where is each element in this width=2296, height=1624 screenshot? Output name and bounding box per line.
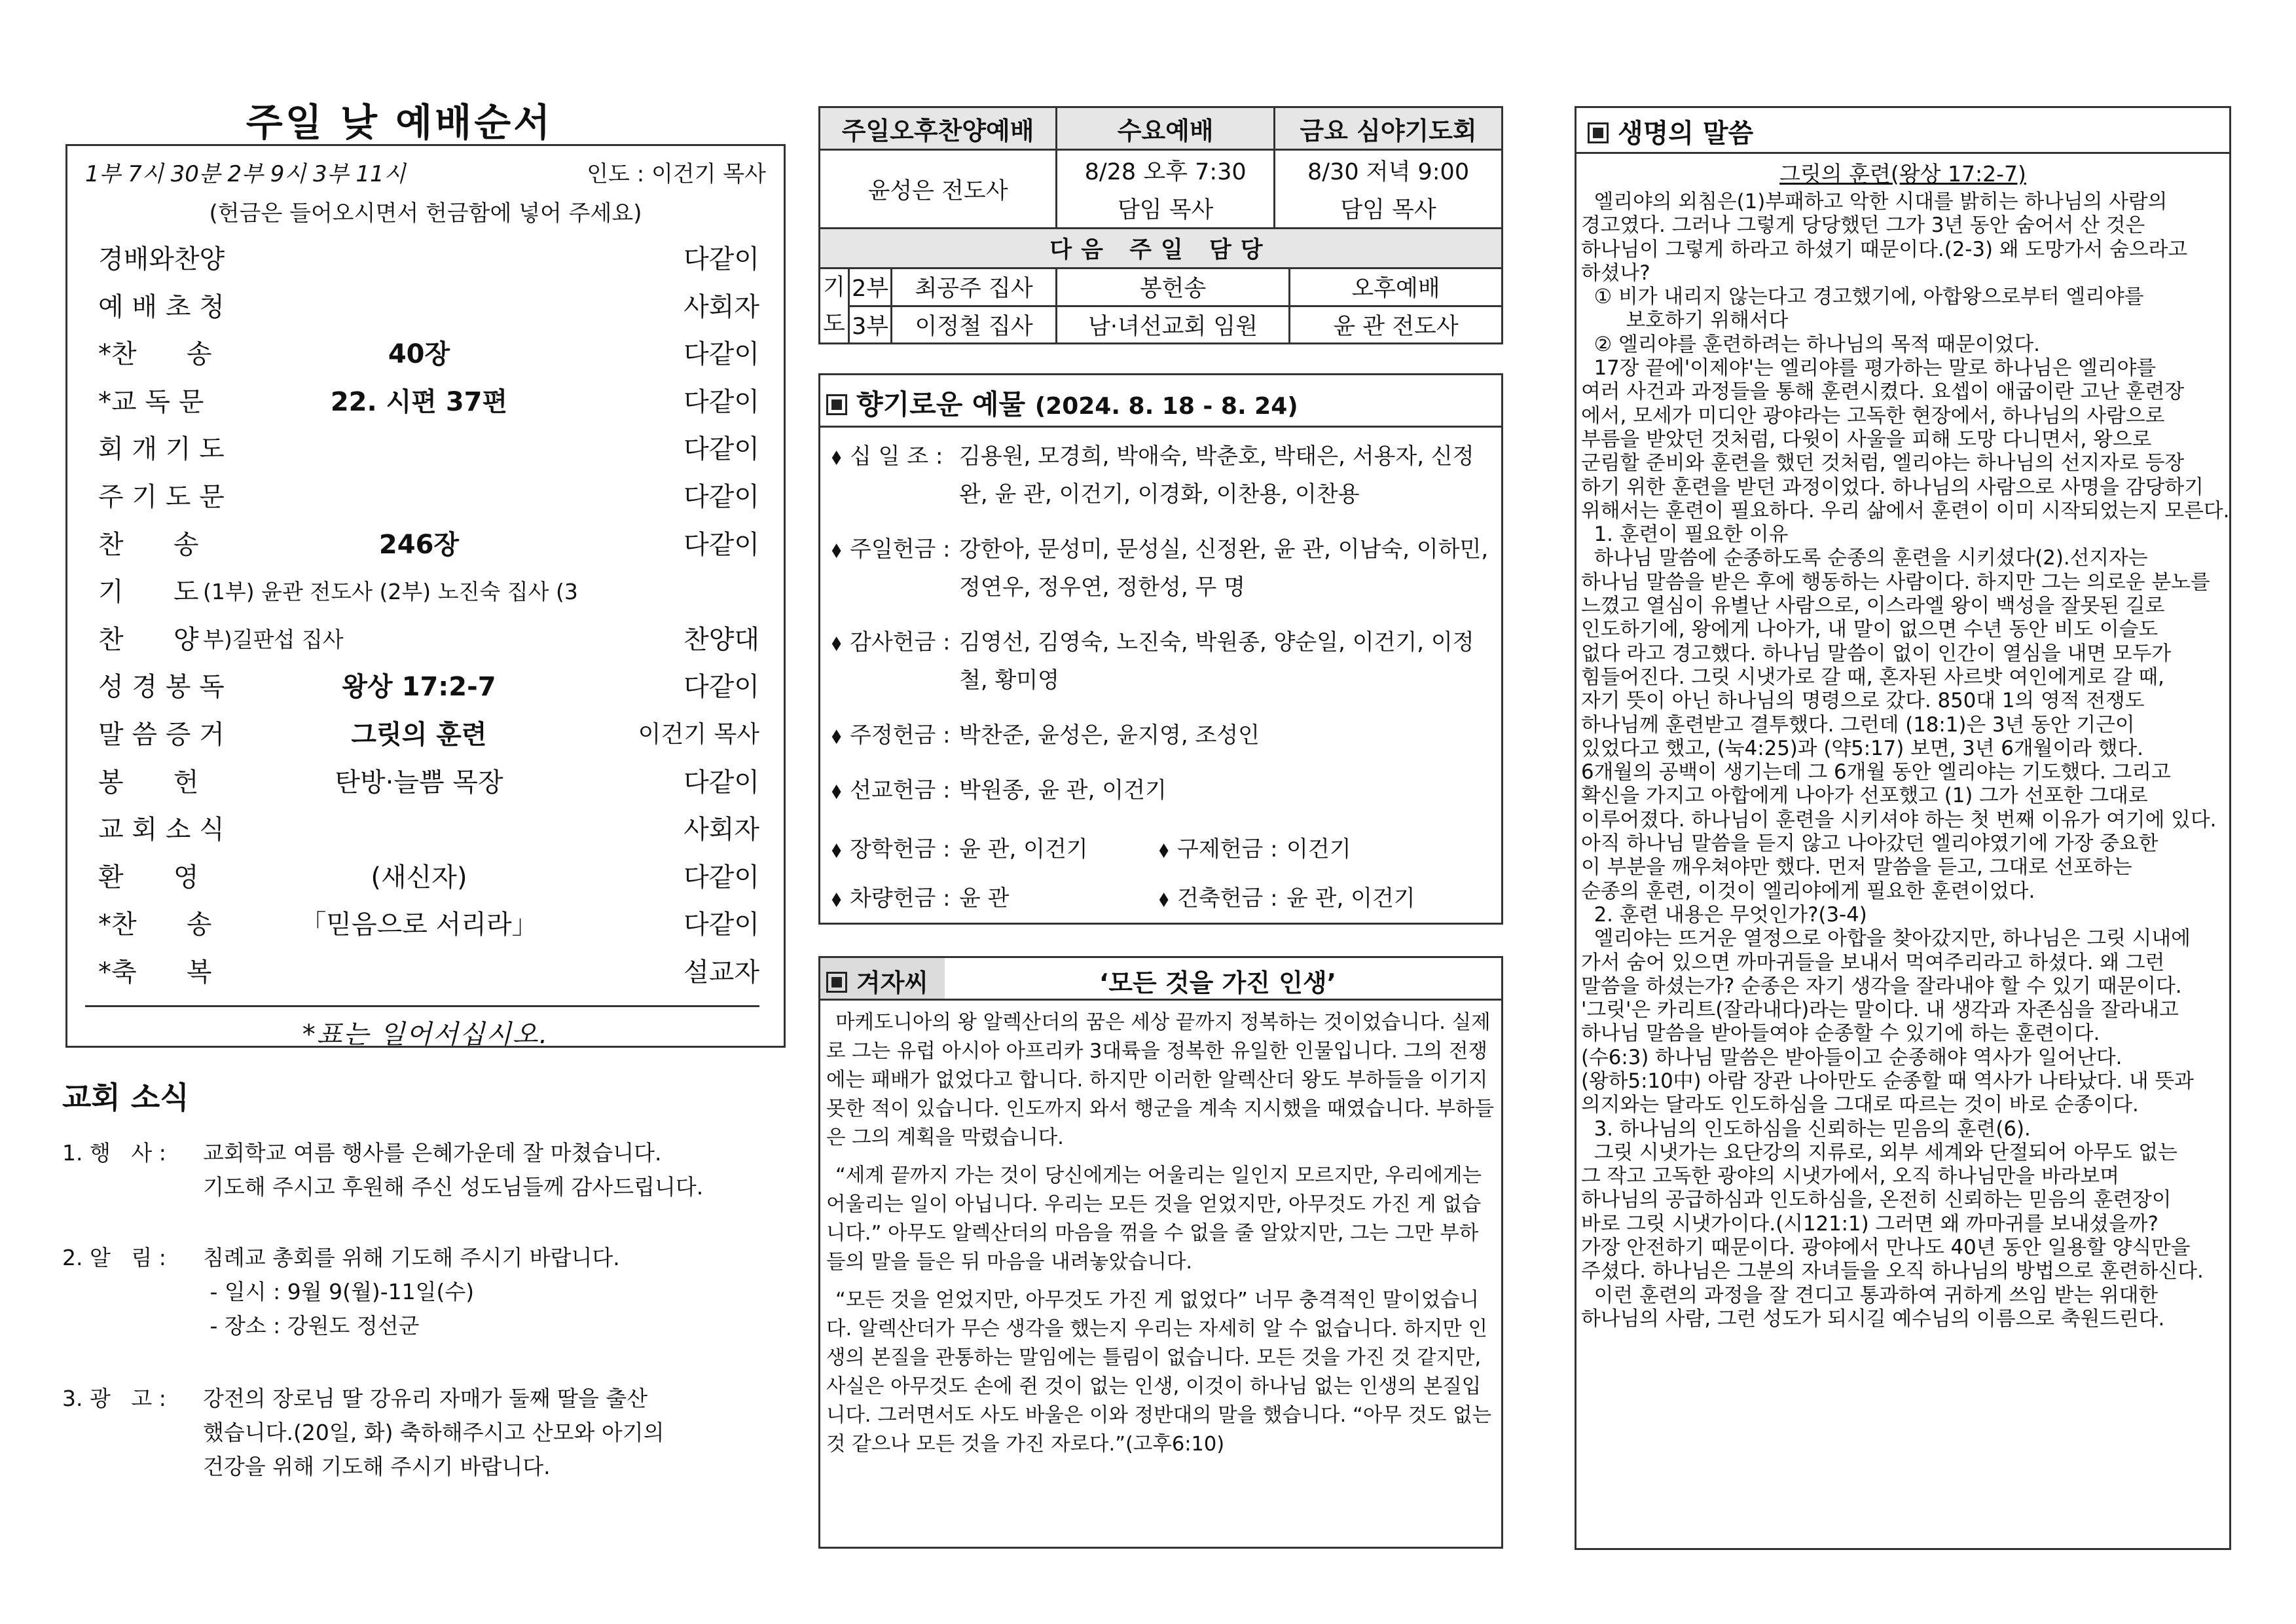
wednesday-time: 8/28 오후 7:30: [1084, 158, 1247, 185]
life-text-line: (수6:3) 하나님 말씀은 받아들이고 순종해야 역사가 일어난다.: [1581, 1045, 2123, 1069]
news-title: 교회 소식: [62, 1080, 189, 1115]
offering-label: 차량헌금 :: [850, 885, 951, 912]
offering-note: (헌금은 들어오시면서 헌금함에 넣어 주세요): [209, 200, 642, 227]
seed-text: [826, 1008, 1497, 1468]
order-item-label: 교 회 소 식: [98, 815, 225, 845]
offering-label: 구제헌금 :: [1177, 836, 1278, 862]
news-item-label: 1. 행 사 :: [62, 1140, 166, 1166]
seed-paragraph: “세계 끝까지 가는 것이 당신에게는 어울리는 일인지 모르지만, 우리에게는 어울리는 일이 아닙니다. 우리는 모든 것을 얻었지만, 아무것도 가진 게 없습니다.” 아무도 알렉산더의 마음을 꺾을 수 없을 줄 알았지만, 그는 그만 부하들의 말을 들은 뒤 마음을 내려놓았습니다.: [826, 1164, 1482, 1274]
order-item-label: *축 복: [98, 957, 212, 987]
life-text-line: 하나님 말씀을 받아들여야 순종할 수 있기에 하는 훈련이다.: [1581, 1022, 2100, 1046]
order-item-label: *찬 송: [98, 339, 212, 370]
life-text-line: 6개월의 공백이 생기는데 그 6개월 동안 엘리야는 기도했다. 그리고: [1581, 760, 2171, 784]
life-text-line: 위해서는 훈련이 필요하다. 우리 삶에서 훈련이 이미 시작되었는지 모른다.: [1581, 498, 2230, 523]
offering-names: 김용원, 모경희, 박애숙, 박춘호, 박태은, 서용자, 신정완, 윤 관, 이건기, 이경화, 이찬용, 이찬용: [959, 443, 1474, 507]
prayer-label-bottom: 도: [823, 311, 845, 337]
order-item-who: 다같이: [683, 910, 759, 940]
order-item-label: 주 기 도 문: [98, 481, 225, 512]
offering-label: 주정헌금 :: [850, 722, 951, 748]
order-item-content: 22. 시편 37편: [330, 386, 508, 417]
news-item-label: 2. 알 림 :: [62, 1245, 166, 1270]
service-times-row: [85, 156, 766, 188]
order-item: [98, 949, 759, 997]
order-item: [98, 236, 759, 284]
service2-name: 최공주 집사: [892, 268, 1057, 306]
schedule-header-friday: 금요 심야기도회: [1275, 107, 1503, 150]
offering-label: 감사헌금 :: [850, 629, 951, 655]
friday-info: [1275, 150, 1503, 229]
news-item-line: 했습니다.(20일, 화) 축하해주시고 산모와 아기의: [203, 1420, 665, 1445]
life-text-line: 이 부분을 깨우쳐야만 했다. 먼저 말씀을 듣고, 그대로 선포하는: [1581, 855, 2132, 879]
offering-label: 십 일 조 :: [850, 443, 943, 470]
order-item-label: 경배와찬양: [98, 244, 225, 274]
life-text-line: ① 비가 내리지 않는다고 경고했기에, 아합왕으로부터 엘리야를: [1581, 285, 2144, 309]
life-text-line: 자기 뜻이 아닌 하나님의 명령으로 갔다. 850대 1의 영적 전쟁도: [1581, 689, 2145, 713]
offering-label: 선교헌금 :: [850, 777, 951, 803]
life-title: 생명의 말씀: [1618, 119, 1754, 149]
friday-time: 8/30 저녁 9:00: [1307, 158, 1470, 185]
news-item-line: 기도해 주시고 후원해 주신 성도님들께 감사드립니다.: [203, 1174, 704, 1200]
life-text-line: 이런 훈련의 과정을 잘 견디고 통과하여 귀하게 쓰임 받는 위대한: [1581, 1283, 2159, 1307]
seed-label: 겨자씨: [856, 969, 929, 997]
news-item-line: 침례교 총회를 위해 기도해 주시기 바랍니다.: [203, 1245, 620, 1270]
divider: [818, 426, 1503, 428]
order-item: [98, 854, 759, 902]
seed-title: ‘모든 것을 가진 인생’: [1099, 969, 1337, 997]
life-text-line: 17장 끝에'이제야'는 엘리야를 평가하는 말로 하나님은 엘리야를: [1581, 356, 2157, 380]
order-item-who: 다같이: [683, 386, 759, 417]
order-item-label: 찬 양: [98, 624, 199, 655]
order-item-label: *찬 송: [98, 910, 212, 940]
life-text-line: 군림할 준비와 훈련을 했던 것처럼, 엘리야는 하나님의 선지자로 등장: [1581, 451, 2185, 475]
diamond-bullet-icon: ⬧: [831, 536, 842, 563]
order-item: [98, 711, 759, 759]
order-item-who: 다같이: [683, 244, 759, 274]
life-text-line: 말씀을 하셨는가? 순종은 자기 생각을 잘라내야 할 수 있기 때문이다.: [1581, 974, 2182, 998]
order-item-label: 기 도: [98, 577, 199, 608]
order-item-label: *교 독 문: [98, 386, 204, 417]
divider: [1575, 152, 2231, 154]
life-text-line: '그릿'은 카리트(잘라내다)라는 말이다. 내 생각과 자존심을 잘라내고: [1581, 998, 2179, 1022]
schedule-header-afternoon: 주일오후찬양예배: [820, 107, 1057, 150]
life-text-line: 하셨나?: [1581, 261, 1650, 285]
pm-service-value: 윤 관 전도사: [1290, 306, 1503, 344]
life-text-line: 경고였다. 그러나 그렇게 당당했던 그가 3년 동안 숨어서 산 것은: [1581, 213, 2145, 238]
service2-label: 2부: [849, 268, 892, 306]
divider: [818, 999, 1503, 1001]
life-text-line: 에서, 모세가 미디안 광야라는 고독한 현장에서, 하나님의 사람으로: [1581, 403, 2165, 428]
life-text-line: 하나님의 공급하심과 인도하심을, 온전히 신뢰하는 믿음의 훈련장이: [1581, 1188, 2172, 1212]
life-text-line: 가장 안전하기 때문이다. 광야에서 만나도 40년 동안 일용할 양식만을: [1581, 1236, 2191, 1260]
order-item: [98, 521, 759, 569]
order-item-content: 「믿음으로 서리라」: [300, 910, 538, 940]
offerings-title: 향기로운 예물: [856, 388, 1026, 420]
sermon-title-text: 그릿의 훈련(왕상 17:2-7): [1779, 161, 2026, 187]
sermon-title: [1575, 157, 2231, 188]
offerings-header: [826, 383, 1298, 422]
life-text-line: 3. 하나님의 인도하심을 신뢰하는 믿음의 훈련(6).: [1581, 1116, 2031, 1141]
wednesday-leader: 담임 목사: [1117, 196, 1214, 223]
order-item-content: (새신자): [371, 862, 467, 893]
prayer-label-top: 기: [823, 274, 845, 301]
life-text-line: 하나님의 사람, 그런 성도가 되시길 예수님의 이름으로 축원드린다.: [1581, 1306, 2165, 1331]
life-text-line: 2. 훈련 내용은 무엇인가?(3-4): [1581, 902, 1867, 927]
diamond-bullet-icon: ⬧: [831, 443, 842, 470]
order-title: 주일 낮 예배순서: [246, 100, 553, 145]
life-text-line: 하나님께 훈련받고 결투했다. 그런데 (18:1)은 3년 동안 기근이: [1581, 712, 2135, 737]
life-text-line: 가서 숨어 있으면 까마귀들을 보내서 먹여주리라고 하셨다. 왜 그런: [1581, 950, 2165, 974]
order-item-who: 다같이: [683, 339, 759, 370]
offering-names: 윤 관, 이건기: [1286, 885, 1415, 912]
life-text-line: 의지와는 달라도 인도하심을 그대로 따르는 것이 바로 순종이다.: [1581, 1093, 2139, 1117]
diamond-bullet-icon: ⬧: [1159, 885, 1169, 912]
order-item: [98, 616, 759, 664]
offering-names: 박찬준, 윤성은, 윤지영, 조성인: [959, 722, 1260, 748]
order-item: [98, 663, 759, 711]
life-text-line: 없다 라고 경고했다. 하나님 말씀이 없이 인간이 열심을 내면 모두가: [1581, 641, 2172, 665]
news-item-line: 강전의 장로님 딸 강유리 자매가 둘째 딸을 출산: [203, 1386, 648, 1411]
service-times: 1부 7시 30분 2부 9시 3부 11시: [85, 161, 406, 187]
life-text-line: 하나님 말씀에 순종하도록 순종의 훈련을 시키셨다(2).선지자는: [1581, 546, 2148, 570]
service3-name: 이정철 집사: [892, 306, 1057, 344]
order-item-who: 찬양대: [683, 624, 759, 655]
offering-label: 건축헌금 :: [1177, 885, 1278, 912]
divider: [85, 1005, 759, 1007]
pm-service-head: 오후예배: [1290, 268, 1503, 306]
life-header: [1588, 113, 1753, 150]
order-item-label: 말 씀 증 거: [98, 719, 225, 750]
order-item: [98, 378, 759, 426]
news-item-line: 건강을 위해 기도해 주시기 바랍니다.: [203, 1454, 551, 1479]
order-item-label: 회 개 기 도: [98, 434, 225, 465]
news-item-line: - 일시 : 9월 9(월)-11일(수): [203, 1279, 475, 1304]
square-bullet-icon: [826, 394, 847, 415]
diamond-bullet-icon: ⬧: [831, 722, 842, 748]
life-text-line: 부름을 받았던 것처럼, 다윗이 사울을 피해 도망 다니면서, 왕으로: [1581, 427, 2152, 451]
diamond-bullet-icon: ⬧: [831, 629, 842, 655]
order-item-who: 설교자: [683, 957, 759, 987]
life-text-line: 순종의 훈련, 이것이 엘리야에게 필요한 훈련이었다.: [1581, 879, 2035, 903]
square-bullet-icon: [1588, 122, 1609, 143]
order-item-label: 예 배 초 청: [98, 291, 225, 322]
life-text-line: 인도하기에, 왕에게 나아가, 내 말이 없으면 수년 동안 비도 이슬도: [1581, 618, 2159, 642]
news-item-body: [203, 1136, 792, 1204]
order-item-who: 다같이: [683, 862, 759, 893]
order-item: [98, 759, 759, 807]
life-text-line: 엘리야는 뜨거운 열정으로 아합을 찾아갔지만, 하나님은 그릿 시내에: [1581, 927, 2191, 951]
life-text-line: 여러 사건과 과정들을 통해 훈련시켰다. 요셉이 애굽이란 고난 훈련장: [1581, 380, 2185, 404]
diamond-bullet-icon: ⬧: [1159, 836, 1169, 862]
life-text-line: 그릿 시냇가는 요단강의 지류로, 외부 세계와 단절되어 아무도 없는: [1581, 1140, 2178, 1164]
order-item-content: 그릿의 훈련: [351, 719, 487, 750]
wednesday-info: [1057, 150, 1275, 229]
offering-label: 장학헌금 :: [850, 836, 951, 862]
news-item-body: [203, 1382, 792, 1484]
life-text-line: 주셨다. 하나님은 그분의 자녀들을 오직 하나님의 방법으로 훈련하신다.: [1581, 1259, 2204, 1283]
offering-label: 주일헌금 :: [850, 536, 951, 563]
order-item: [98, 806, 759, 854]
next-week-header: 다음 주일 담당: [820, 229, 1503, 268]
order-item-who: 다같이: [683, 767, 759, 798]
news-item-line: - 장소 : 강원도 정선군: [203, 1313, 420, 1338]
order-item-content: (1부) 윤관 전도사 (2부) 노진숙 집사 (3부)길판섭 집사: [203, 579, 578, 652]
schedule-header-wednesday: 수요예배: [1057, 107, 1275, 150]
order-item-who: 다같이: [683, 434, 759, 465]
order-item: [98, 426, 759, 473]
order-item-label: 성 경 봉 독: [98, 672, 225, 703]
news-item-body: [203, 1241, 792, 1343]
order-item: [98, 473, 759, 521]
prayer-label: [820, 268, 849, 344]
news-item-label: 3. 광 고 :: [62, 1386, 166, 1411]
order-item-label: 봉 헌: [98, 767, 199, 798]
life-text-line: ② 엘리야를 훈련하려는 하나님의 목적 때문이었다.: [1581, 332, 2040, 356]
order-item-content: 246장: [378, 529, 460, 560]
order-item-who: 사회자: [683, 291, 759, 322]
offering-names: 윤 관: [959, 885, 1010, 912]
life-text-line: 느꼈고 열심이 유별난 사람으로, 이스라엘 왕이 백성을 잘못된 길로: [1581, 594, 2165, 618]
life-text-line: 1. 훈련이 필요한 이유: [1581, 523, 1789, 547]
order-item: [98, 901, 759, 949]
life-text-line: (왕하5:10中) 아람 장관 나아만도 순종할 때 역사가 나타났다. 내 뜻과: [1581, 1069, 2194, 1093]
seed-paragraph: “모든 것을 얻었지만, 아무것도 가진 게 없었다” 너무 충격적인 말이었습니다. 알렉산더가 무슨 생각을 했는지 우리는 자세히 알 수 없습니다. 하지만 인생의 본질을 관통하는 말임에는 틀림이 없습니다. 모든 것을 가진 것 같지만, 사실은 아무것도 손에 쥔 것이 없는 인생, 이것이 하나님 없는 인생의 본질입니다. 그러면서도 사도 바울은 이와 정반대의 말을 했습니다. “아무 것도 없는 것 같으나 모든 것을 가진 자로다.”(고후6:10): [826, 1289, 1492, 1456]
order-list: [98, 236, 759, 1008]
order-item-content: 40장: [388, 339, 450, 370]
seed-paragraph: 마케도니아의 왕 알렉산더의 꿈은 세상 끝까지 정복하는 것이었습니다. 실제로 그는 유럽 아시아 아프리카 3대륙을 정복한 유일한 인물입니다. 그의 전쟁에는 패배가 없었다고 합니다. 하지만 이러한 알렉산더 왕도 부하들을 이기지 못한 적이 있습니다. 인도까지 와서 행군을 계속 지시했을 때였습니다. 부하들은 그의 계획을 막렸습니다.: [826, 1011, 1494, 1149]
order-item-who: 다같이: [683, 672, 759, 703]
order-item-content: 왕상 17:2-7: [342, 672, 496, 703]
order-item-label: 찬 송: [98, 529, 199, 560]
order-item: [98, 284, 759, 331]
life-text-line: 있었다고 했고, (눅4:25)과 (약5:17) 보면, 3년 6개월이라 했다.: [1581, 736, 2143, 760]
life-text-line: 그 작고 고독한 광야의 시냇가에서, 오직 하나님만을 바라보며: [1581, 1164, 2120, 1189]
offering-names: 윤 관, 이건기: [959, 836, 1088, 862]
diamond-bullet-icon: ⬧: [831, 777, 842, 803]
life-text-line: 엘리야의 외침은(1)부패하고 악한 시대를 밝히는 하나님의 사람의: [1581, 190, 2168, 213]
offerings-period: (2024. 8. 18 - 8. 24): [1034, 393, 1298, 420]
order-item-who: 다같이: [683, 529, 759, 560]
afternoon-leader: 윤성은 전도사: [820, 150, 1057, 229]
seed-header: [826, 963, 928, 999]
schedule-table: [818, 106, 1503, 344]
order-item-content: 탄방·늘쁨 목장: [335, 767, 503, 798]
offering-song-value: 남·녀선교회 임원: [1057, 306, 1290, 344]
order-item-who: 다같이: [683, 481, 759, 512]
order-item-who: 이건기 목사: [638, 720, 759, 748]
offering-names: 이건기: [1286, 836, 1351, 862]
life-text-line: 확신을 가지고 아합에게 나아가 선포했고 (1) 그가 선포한 그대로: [1581, 784, 2148, 808]
order-item-label: 환 영: [98, 862, 199, 893]
order-item: [98, 331, 759, 378]
life-text-line: 하나님 말씀을 받은 후에 행동하는 사람이다. 하지만 그는 의로운 분노를: [1581, 570, 2210, 594]
offering-names: 김영선, 김영숙, 노진숙, 박원종, 양순일, 이건기, 이정철, 황미영: [959, 629, 1474, 693]
service3-label: 3부: [849, 306, 892, 344]
diamond-bullet-icon: ⬧: [831, 836, 842, 862]
life-text-line: 하나님이 그렇게 하라고 하셨기 때문이다.(2-3) 왜 도망가서 숨으라고: [1581, 237, 2188, 261]
news-item-line: 교회학교 여름 행사를 은혜가운데 잘 마쳤습니다.: [203, 1140, 662, 1166]
diamond-bullet-icon: ⬧: [831, 885, 842, 912]
life-text-line: 바로 그릿 시냇가이다.(시121:1) 그러면 왜 까마귀를 보내셨을까?: [1581, 1211, 2159, 1236]
offering-names: 강한아, 문성미, 문성실, 신정완, 윤 관, 이남숙, 이하민, 정연우, 정우연, 정한성, 무 명: [959, 536, 1489, 600]
life-text-line: 힘들어진다. 그릿 시냇가로 갈 때, 혼자된 사르밧 여인에게로 갈 때,: [1581, 665, 2164, 689]
friday-leader: 담임 목사: [1340, 196, 1436, 223]
offering-names: 박원종, 윤 관, 이건기: [959, 777, 1167, 803]
stand-note: *표는 일어서십시오.: [302, 1020, 549, 1050]
service-leader: 인도 : 이건기 목사: [587, 161, 766, 187]
life-text-line: 아직 하나님 말씀을 듣지 않고 나아갔던 엘리야였기에 가장 중요한: [1581, 832, 2159, 856]
square-bullet-icon: [826, 972, 847, 993]
offering-song-head: 봉헌송: [1057, 268, 1290, 306]
life-text-line: 이루어졌다. 하나님이 훈련을 시키셔야 하는 첫 번째 이유가 여기에 있다.: [1581, 807, 2217, 832]
life-text-line: 보호하기 위해서다: [1581, 308, 1789, 333]
life-text: [1581, 190, 2230, 1331]
life-text-line: 하기 위한 훈련을 받던 과정이었다. 하나님의 사람으로 사명을 감당하기: [1581, 475, 2204, 499]
order-item-who: 사회자: [683, 815, 759, 845]
